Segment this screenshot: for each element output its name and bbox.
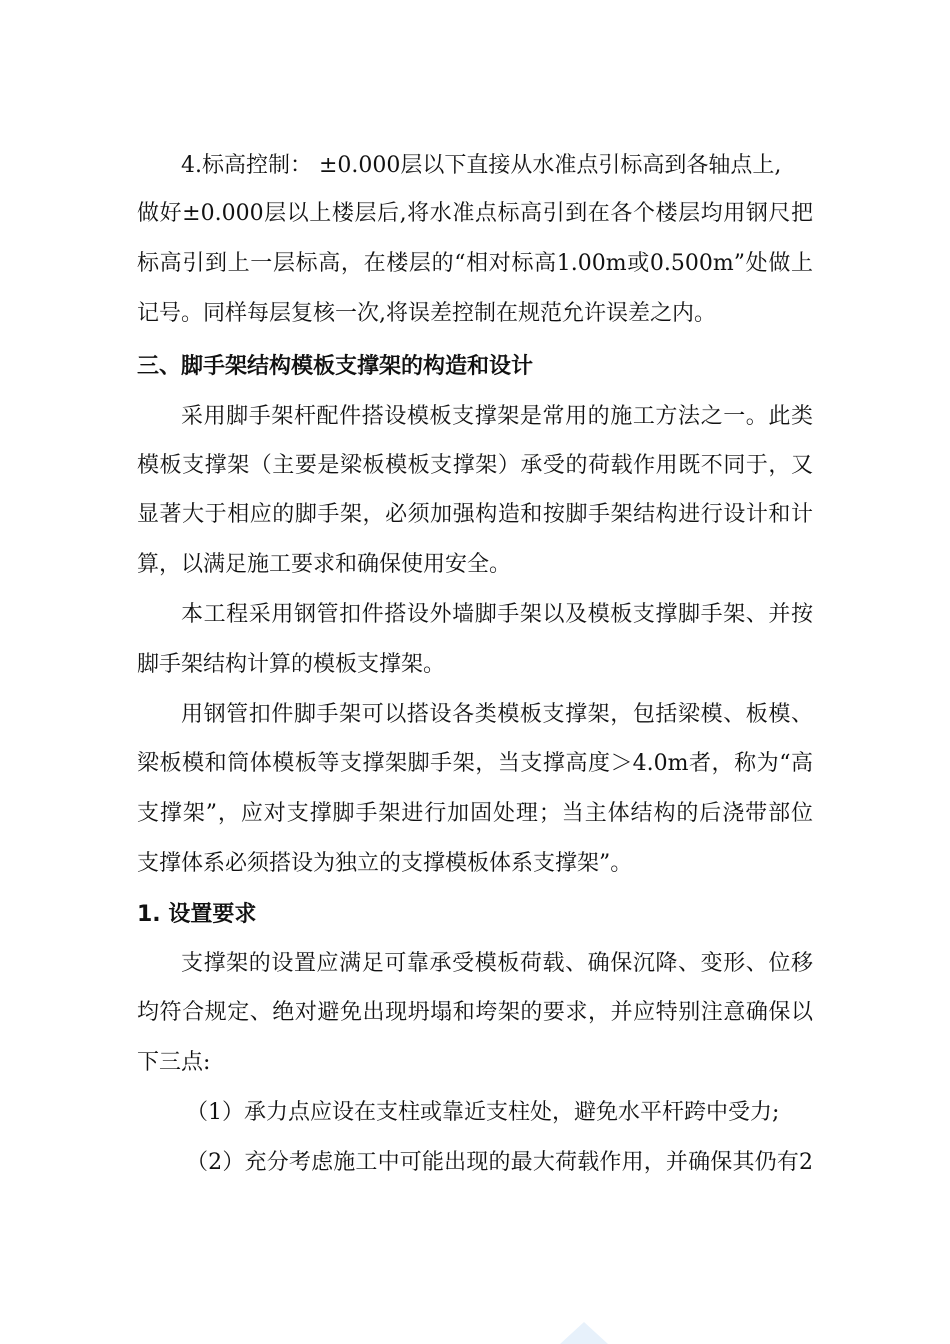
paragraph-requirements-line-1: 支撑架的设置应满足可靠承受模板荷载、确保沉降、变形、位移 (181, 951, 813, 976)
list-item-1: （1）承力点应设在支柱或靠近支柱处，避免水平杆跨中受力; (186, 1100, 780, 1125)
paragraph-project-line-1: 本工程采用钢管扣件搭设外墙脚手架以及模板支撑脚手架、并按 (181, 602, 813, 627)
paragraph-requirements-line-3: 下三点: (137, 1050, 211, 1075)
section-heading-3: 三、脚手架结构模板支撑架的构造和设计 (137, 354, 534, 379)
paragraph-elevation-line-3: 标高引到上一层标高，在楼层的“相对标高1.00m或0.500m”处做上 (137, 251, 813, 276)
paragraph-support-line-4: 算，以满足施工要求和确保使用安全。 (137, 552, 512, 577)
paragraph-elevation-line-4: 记号。同样每层复核一次,将误差控制在规范允许误差之内。 (137, 301, 716, 326)
paragraph-elevation-line-1: 4.标高控制： ±0.000层以下直接从水准点引标高到各轴点上, (181, 153, 782, 178)
paragraph-requirements-line-2: 均符合规定、绝对避免出现坍塌和垮架的要求，并应特别注意确保以 (137, 1000, 813, 1025)
page-corner-mark (560, 1322, 608, 1344)
list-item-2: （2）充分考虑施工中可能出现的最大荷载作用，并确保其仍有2 (186, 1150, 813, 1175)
paragraph-support-line-1: 采用脚手架杆配件搭设模板支撑架是常用的施工方法之一。此类 (181, 404, 813, 429)
paragraph-support-line-3: 显著大于相应的脚手架，必须加强构造和按脚手架结构进行设计和计 (137, 502, 813, 527)
paragraph-project-line-2: 脚手架结构计算的模板支撑架。 (137, 652, 446, 677)
paragraph-support-line-2: 模板支撑架（主要是梁板模板支撑架）承受的荷载作用既不同于，又 (137, 453, 813, 478)
subsection-heading-1: 1. 设置要求 (137, 902, 257, 927)
paragraph-scaffold-line-4: 支撑体系必须搭设为独立的支撑模板体系支撑架”。 (137, 851, 633, 876)
paragraph-scaffold-line-1: 用钢管扣件脚手架可以搭设各类模板支撑架，包括梁模、板模、 (181, 702, 813, 727)
paragraph-scaffold-line-3: 支撑架”，应对支撑脚手架进行加固处理；当主体结构的后浇带部位 (137, 801, 813, 826)
paragraph-elevation-line-2: 做好±0.000层以上楼层后,将水准点标高引到在各个楼层均用钢尺把 (137, 201, 813, 226)
paragraph-scaffold-line-2: 梁板模和筒体模板等支撑架脚手架，当支撑高度＞4.0m者，称为“高 (137, 751, 813, 776)
